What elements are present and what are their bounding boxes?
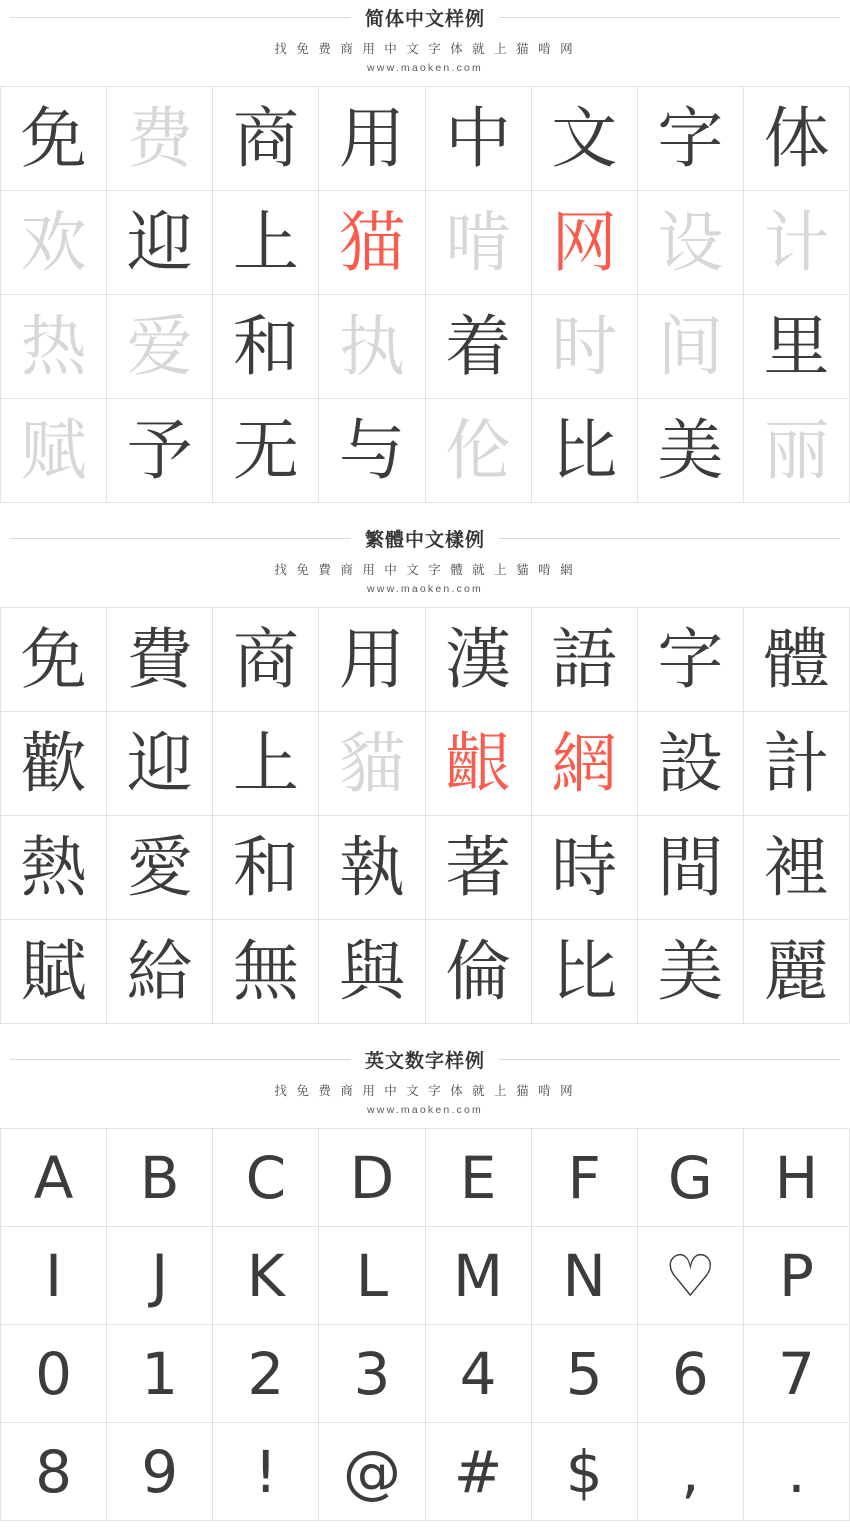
glyph-cell — [532, 191, 638, 295]
glyph-cell — [744, 608, 850, 712]
glyph-cell — [532, 1423, 638, 1521]
glyph: 中 — [445, 99, 512, 177]
glyph-cell — [532, 1129, 638, 1227]
glyph-cell — [319, 191, 425, 295]
glyph-cell — [638, 1227, 744, 1325]
glyph: 热 — [20, 307, 87, 385]
glyph: 著 — [445, 828, 512, 906]
glyph-cell — [638, 87, 744, 191]
glyph-cell — [1, 1227, 107, 1325]
glyph: 欢 — [20, 203, 87, 281]
glyph: N — [562, 1241, 606, 1310]
glyph: 歡 — [20, 724, 87, 802]
glyph-cell — [426, 920, 532, 1024]
glyph-cell — [744, 191, 850, 295]
glyph: 和 — [232, 307, 299, 385]
glyph-cell — [532, 816, 638, 920]
glyph: 費 — [126, 620, 193, 698]
glyph-cell — [638, 816, 744, 920]
divider-left — [10, 1059, 351, 1060]
glyph-cell — [107, 399, 213, 503]
glyph: 7 — [777, 1339, 815, 1408]
section-subtitle: 找 免 費 商 用 中 文 字 體 就 上 貓 啃 網 — [274, 563, 576, 577]
glyph-cell — [213, 712, 319, 816]
glyph: 设 — [657, 203, 724, 281]
glyph: 3 — [353, 1339, 391, 1408]
glyph: @ — [342, 1437, 401, 1506]
spacer — [0, 1024, 850, 1042]
glyph: I — [45, 1241, 63, 1310]
glyph: 上 — [232, 203, 299, 281]
glyph-cell — [213, 1129, 319, 1227]
glyph: 和 — [232, 828, 299, 906]
glyph-cell — [107, 608, 213, 712]
glyph: P — [778, 1241, 814, 1310]
glyph-cell — [319, 712, 425, 816]
glyph-cell — [744, 816, 850, 920]
glyph-cell — [1, 399, 107, 503]
glyph: 商 — [232, 620, 299, 698]
glyph: 與 — [338, 932, 405, 1010]
glyph: , — [681, 1437, 700, 1506]
section-title: 简体中文样例 — [365, 9, 486, 30]
glyph: 麗 — [763, 932, 830, 1010]
glyph: M — [453, 1241, 504, 1310]
glyph: J — [151, 1241, 169, 1310]
divider-right — [499, 17, 840, 18]
glyph: D — [349, 1143, 395, 1212]
specimen-section-simplified — [0, 0, 850, 503]
glyph-cell — [107, 920, 213, 1024]
glyph-cell — [213, 295, 319, 399]
glyph-grid — [0, 1128, 850, 1521]
glyph: 愛 — [126, 828, 193, 906]
section-url: www.maoken.com — [367, 1104, 483, 1116]
glyph-cell — [319, 608, 425, 712]
divider-right — [499, 538, 840, 539]
glyph: 赋 — [20, 411, 87, 489]
glyph: 無 — [232, 932, 299, 1010]
spacer — [0, 74, 850, 86]
glyph-cell — [426, 1129, 532, 1227]
glyph: 执 — [338, 307, 405, 385]
glyph-cell — [1, 295, 107, 399]
glyph: 體 — [763, 620, 830, 698]
glyph: 6 — [671, 1339, 709, 1408]
glyph-cell — [107, 295, 213, 399]
section-title-row — [0, 525, 850, 552]
glyph: 上 — [232, 724, 299, 802]
glyph-cell — [638, 1129, 744, 1227]
glyph: 執 — [338, 828, 405, 906]
glyph: 体 — [763, 99, 830, 177]
glyph: F — [567, 1143, 601, 1212]
glyph: C — [245, 1143, 287, 1212]
glyph: 字 — [657, 99, 724, 177]
glyph: A — [33, 1143, 74, 1212]
specimen-section-traditional — [0, 521, 850, 1024]
specimen-section-latin — [0, 1042, 850, 1521]
glyph-cell — [426, 399, 532, 503]
glyph-cell — [744, 399, 850, 503]
glyph-cell — [744, 1129, 850, 1227]
glyph: 时 — [551, 307, 618, 385]
glyph: 4 — [459, 1339, 497, 1408]
glyph: 貓 — [338, 724, 405, 802]
glyph-cell — [319, 920, 425, 1024]
glyph-cell — [638, 920, 744, 1024]
section-url: www.maoken.com — [367, 583, 483, 595]
glyph: K — [246, 1241, 285, 1310]
divider-left — [10, 17, 351, 18]
glyph: 无 — [232, 411, 299, 489]
glyph-cell — [426, 87, 532, 191]
glyph: 時 — [551, 828, 618, 906]
glyph-cell — [213, 87, 319, 191]
glyph: 网 — [551, 203, 618, 281]
glyph: 美 — [657, 411, 724, 489]
glyph-cell — [213, 816, 319, 920]
glyph: 免 — [20, 99, 87, 177]
glyph: 設 — [657, 724, 724, 802]
glyph-cell — [532, 608, 638, 712]
glyph: 熱 — [20, 828, 87, 906]
glyph: 裡 — [763, 828, 830, 906]
glyph-cell — [638, 712, 744, 816]
glyph-cell — [426, 816, 532, 920]
spacer — [0, 595, 850, 607]
glyph-cell — [319, 1423, 425, 1521]
glyph: 用 — [338, 99, 405, 177]
glyph-cell — [744, 87, 850, 191]
glyph-cell — [107, 1325, 213, 1423]
glyph: 美 — [657, 932, 724, 1010]
glyph-cell — [107, 1129, 213, 1227]
glyph: E — [459, 1143, 497, 1212]
glyph-cell — [107, 191, 213, 295]
divider-right — [499, 1059, 840, 1060]
glyph: # — [453, 1437, 503, 1506]
glyph: 迎 — [126, 724, 193, 802]
glyph-cell — [744, 1325, 850, 1423]
glyph: 1 — [141, 1339, 179, 1408]
glyph: G — [667, 1143, 713, 1212]
glyph-cell — [426, 191, 532, 295]
glyph-cell — [744, 712, 850, 816]
glyph: 文 — [551, 99, 618, 177]
section-subtitle: 找 免 费 商 用 中 文 字 体 就 上 猫 啃 网 — [274, 1084, 576, 1098]
glyph: 迎 — [126, 203, 193, 281]
section-header — [0, 1042, 850, 1116]
glyph: 间 — [657, 307, 724, 385]
glyph-cell — [426, 1423, 532, 1521]
glyph-cell — [213, 1227, 319, 1325]
section-url: www.maoken.com — [367, 62, 483, 74]
glyph: 9 — [141, 1437, 179, 1506]
glyph-cell — [319, 295, 425, 399]
glyph-cell — [107, 1423, 213, 1521]
glyph-cell — [532, 1325, 638, 1423]
glyph: H — [774, 1143, 819, 1212]
glyph-cell — [1, 608, 107, 712]
glyph: 語 — [551, 620, 618, 698]
glyph-cell — [213, 399, 319, 503]
glyph-cell — [1, 191, 107, 295]
glyph-cell — [532, 399, 638, 503]
glyph-cell — [426, 608, 532, 712]
glyph: 漢 — [445, 620, 512, 698]
glyph-cell — [532, 295, 638, 399]
glyph: 伦 — [445, 411, 512, 489]
glyph-cell — [744, 295, 850, 399]
spacer — [0, 503, 850, 521]
glyph-cell — [107, 712, 213, 816]
glyph-cell — [213, 1325, 319, 1423]
glyph: 8 — [35, 1437, 73, 1506]
glyph-cell — [213, 191, 319, 295]
glyph-cell — [319, 1227, 425, 1325]
glyph-cell — [638, 191, 744, 295]
glyph: 計 — [763, 724, 830, 802]
glyph: 0 — [35, 1339, 73, 1408]
glyph-cell — [426, 295, 532, 399]
glyph-cell — [638, 1325, 744, 1423]
section-subtitle: 找 免 费 商 用 中 文 字 体 就 上 猫 啃 网 — [274, 42, 576, 56]
glyph-cell — [1, 1129, 107, 1227]
glyph-cell — [744, 1423, 850, 1521]
glyph: 予 — [126, 411, 193, 489]
glyph: 比 — [551, 932, 618, 1010]
section-header — [0, 0, 850, 74]
glyph-cell — [319, 816, 425, 920]
glyph-cell — [532, 920, 638, 1024]
glyph: L — [355, 1241, 389, 1310]
glyph-cell — [1, 87, 107, 191]
section-title: 英文数字样例 — [365, 1051, 486, 1072]
glyph: 丽 — [763, 411, 830, 489]
glyph-cell — [1, 712, 107, 816]
glyph-cell — [638, 608, 744, 712]
glyph: 間 — [657, 828, 724, 906]
glyph-cell — [744, 1227, 850, 1325]
glyph: 給 — [126, 932, 193, 1010]
glyph-grid — [0, 607, 850, 1024]
glyph-cell — [1, 920, 107, 1024]
glyph: 啃 — [445, 203, 512, 281]
glyph-cell — [107, 1227, 213, 1325]
glyph-cell — [426, 1325, 532, 1423]
glyph-cell — [532, 1227, 638, 1325]
glyph: 賦 — [20, 932, 87, 1010]
glyph: 免 — [20, 620, 87, 698]
glyph-cell — [638, 295, 744, 399]
divider-left — [10, 538, 351, 539]
glyph: 商 — [232, 99, 299, 177]
glyph-cell — [1, 1325, 107, 1423]
glyph: 爱 — [126, 307, 193, 385]
glyph: 齦 — [445, 724, 512, 802]
spacer — [0, 1116, 850, 1128]
glyph-cell — [319, 87, 425, 191]
glyph: 比 — [551, 411, 618, 489]
glyph: 费 — [126, 99, 193, 177]
glyph-cell — [213, 1423, 319, 1521]
glyph: 着 — [445, 307, 512, 385]
glyph: 里 — [763, 307, 830, 385]
glyph: 2 — [247, 1339, 285, 1408]
glyph: ! — [254, 1437, 278, 1506]
section-title-row — [0, 1046, 850, 1073]
glyph-cell — [638, 399, 744, 503]
glyph-cell — [213, 608, 319, 712]
section-title: 繁體中文樣例 — [365, 530, 486, 551]
glyph-cell — [1, 1423, 107, 1521]
glyph-cell — [1, 816, 107, 920]
glyph-grid — [0, 86, 850, 503]
glyph-cell — [638, 1423, 744, 1521]
glyph-cell — [107, 816, 213, 920]
glyph: 猫 — [338, 203, 405, 281]
glyph-cell — [213, 920, 319, 1024]
glyph: 5 — [565, 1339, 603, 1408]
glyph: $ — [565, 1437, 603, 1506]
glyph: ♡ — [664, 1241, 717, 1310]
glyph: 字 — [657, 620, 724, 698]
glyph: 網 — [551, 724, 618, 802]
glyph-cell — [107, 87, 213, 191]
glyph: 用 — [338, 620, 405, 698]
spacer — [0, 1521, 850, 1534]
glyph-cell — [426, 1227, 532, 1325]
glyph-cell — [532, 87, 638, 191]
glyph-cell — [744, 920, 850, 1024]
glyph: 倫 — [445, 932, 512, 1010]
section-title-row — [0, 4, 850, 31]
glyph: 与 — [338, 411, 405, 489]
glyph-cell — [532, 712, 638, 816]
glyph-cell — [426, 712, 532, 816]
glyph: . — [787, 1437, 806, 1506]
section-header — [0, 521, 850, 595]
glyph-cell — [319, 1129, 425, 1227]
glyph: B — [139, 1143, 180, 1212]
glyph: 计 — [763, 203, 830, 281]
glyph-cell — [319, 1325, 425, 1423]
glyph-cell — [319, 399, 425, 503]
